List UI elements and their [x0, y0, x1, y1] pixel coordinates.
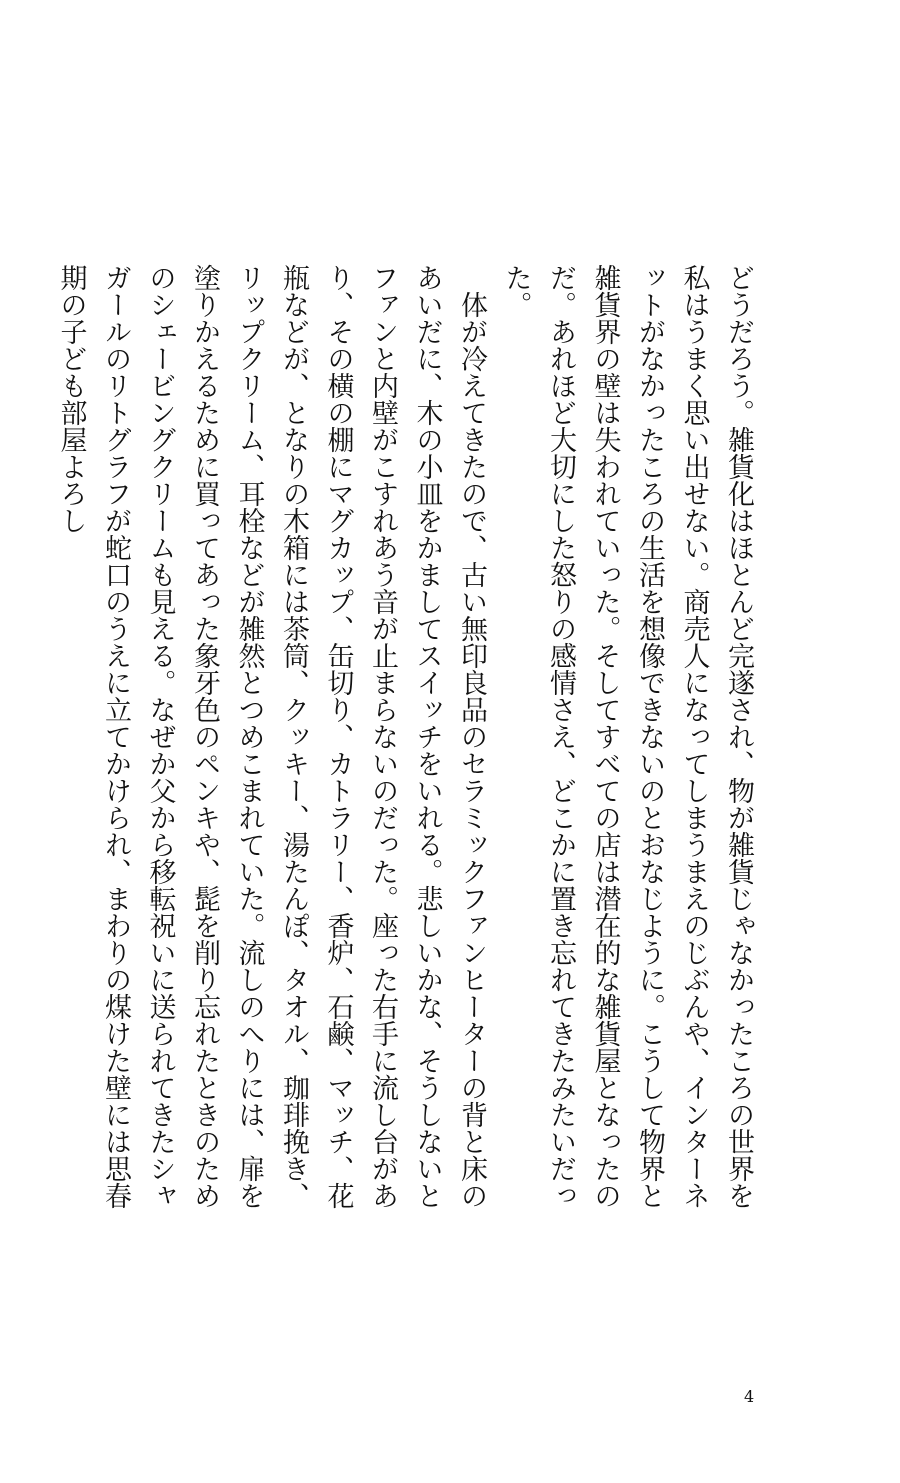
- paragraph-2: 体が冷えてきたので、古い無印良品のセラミックファンヒーターの背と床のあいだに、木の小皿をかましてスイッチをいれる。悲しいかな、そうしないとファンと内壁がこすれあう音が止まらないのだった。座った右手に流し台があり、その横の棚にマグカップ、缶切り、カトラリー、香炉、石鹸、マッチ、花瓶などが、となりの木箱には茶筒、クッキー、湯たんぽ、タオル、珈琲挽き、リップクリーム、耳栓などが雑然とつめこまれていた。流しのへりには、扉を塗りかえるために買ってあった象牙色のペンキや、髭を削り忘れたときのためのシェービングクリームも見える。なぜか父から移転祝いに送られてきたシャガールのリトグラフが蛇口のうえに立てかけられ、まわりの煤けた壁には思春期の子ども部屋よろし: [55, 264, 487, 1209]
- page-number: 4: [744, 1387, 755, 1406]
- body-text: [55, 264, 760, 1224]
- paragraph-1: どうだろう。雑貨化はほとんど完遂され、物が雑貨じゃなかったころの世界を私はうまく思い出せない。商売人になってしまうまえのじぶんや、インターネットがなかったころの生活を想像できないのとおなじように。こうして物界と雑貨界の壁は失われていった。そしてすべての店は潜在的な雑貨屋となったのだ。あれほど大切にした怒りの感情さえ、どこかに置き忘れてきたみたいだった。: [500, 264, 754, 1209]
